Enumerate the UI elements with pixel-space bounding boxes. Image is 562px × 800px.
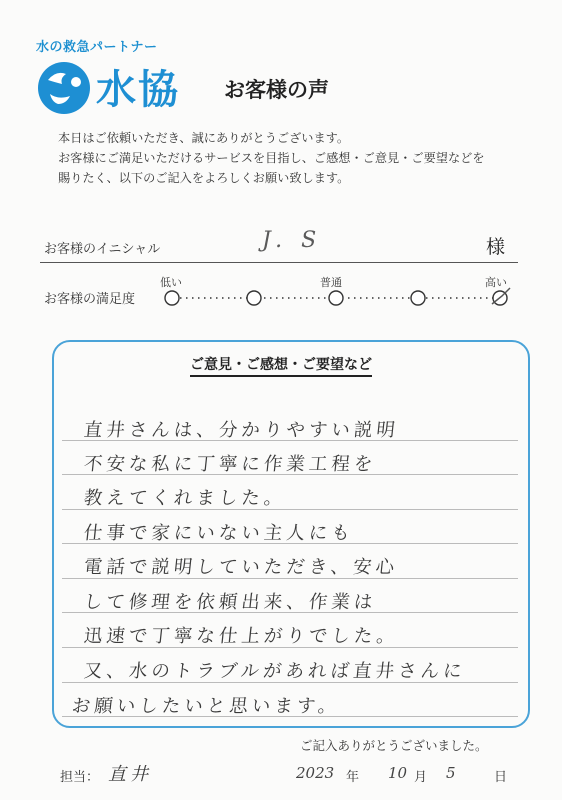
satisfaction-label: お客様の満足度: [44, 292, 136, 307]
comments-title: ご意見・ご感想・ご要望など: [0, 354, 562, 374]
comment-line: 電話で説明していただき、安心: [82, 557, 400, 578]
comment-line: 又、水のトラブルがあれば直井さんに: [82, 661, 467, 682]
date-day: 5: [446, 764, 456, 782]
scale-option-4[interactable]: [411, 291, 425, 305]
initials-label: お客様のイニシャル: [44, 242, 161, 257]
staff-label: 担当：: [60, 770, 100, 785]
date-year: 2023: [296, 764, 335, 782]
intro-line: 本日はご依頼いただき、誠にありがとうございます。: [58, 131, 350, 145]
date-day-unit: 日: [494, 770, 508, 785]
comment-line: 教えてくれました。: [82, 488, 288, 509]
scale-option-3[interactable]: [329, 291, 343, 305]
intro-line: お客様にご満足いただけるサービスを目指し、ご感想・ご意見・ご要望などを: [58, 151, 485, 165]
tagline: 水の救急パートナー: [36, 40, 158, 55]
comment-line: して修理を依頼出来、作業は: [82, 592, 378, 613]
scale-mid-label: 普通: [320, 276, 342, 289]
initials-underline: [40, 262, 518, 263]
scale-option-1[interactable]: [165, 291, 179, 305]
initials-value[interactable]: J. S: [262, 228, 323, 253]
scale-low-label: 低い: [160, 276, 182, 289]
date-month-unit: 月: [414, 770, 428, 785]
comment-line: 仕事で家にいない主人にも: [82, 523, 355, 544]
scale-track: [160, 284, 520, 314]
honorific-suffix: 様: [486, 236, 506, 258]
scale-option-2[interactable]: [247, 291, 261, 305]
water-drop-logo-icon: [34, 60, 94, 116]
comment-line: 不安な私に丁寧に作業工程を: [82, 454, 378, 475]
page-title: お客様の声: [224, 78, 329, 102]
intro-line: 賜りたく、以下のご記入をよろしくお願い致します。: [58, 171, 350, 185]
scale-high-label: 高い: [485, 276, 507, 289]
date-month: 10: [388, 764, 408, 782]
comment-line: 直井さんは、分かりやすい説明: [82, 420, 400, 441]
comment-line: お願いしたいと思います。: [70, 696, 342, 717]
comment-line: 迅速で丁寧な仕上がりでした。: [82, 626, 400, 647]
staff-signature: 直井: [108, 764, 152, 785]
satisfaction-scale[interactable]: [160, 274, 520, 314]
intro-text: [58, 128, 528, 188]
thanks-message: ご記入ありがとうございました。: [300, 738, 488, 753]
brand-name: 水協: [96, 67, 180, 113]
date-year-unit: 年: [346, 770, 360, 785]
